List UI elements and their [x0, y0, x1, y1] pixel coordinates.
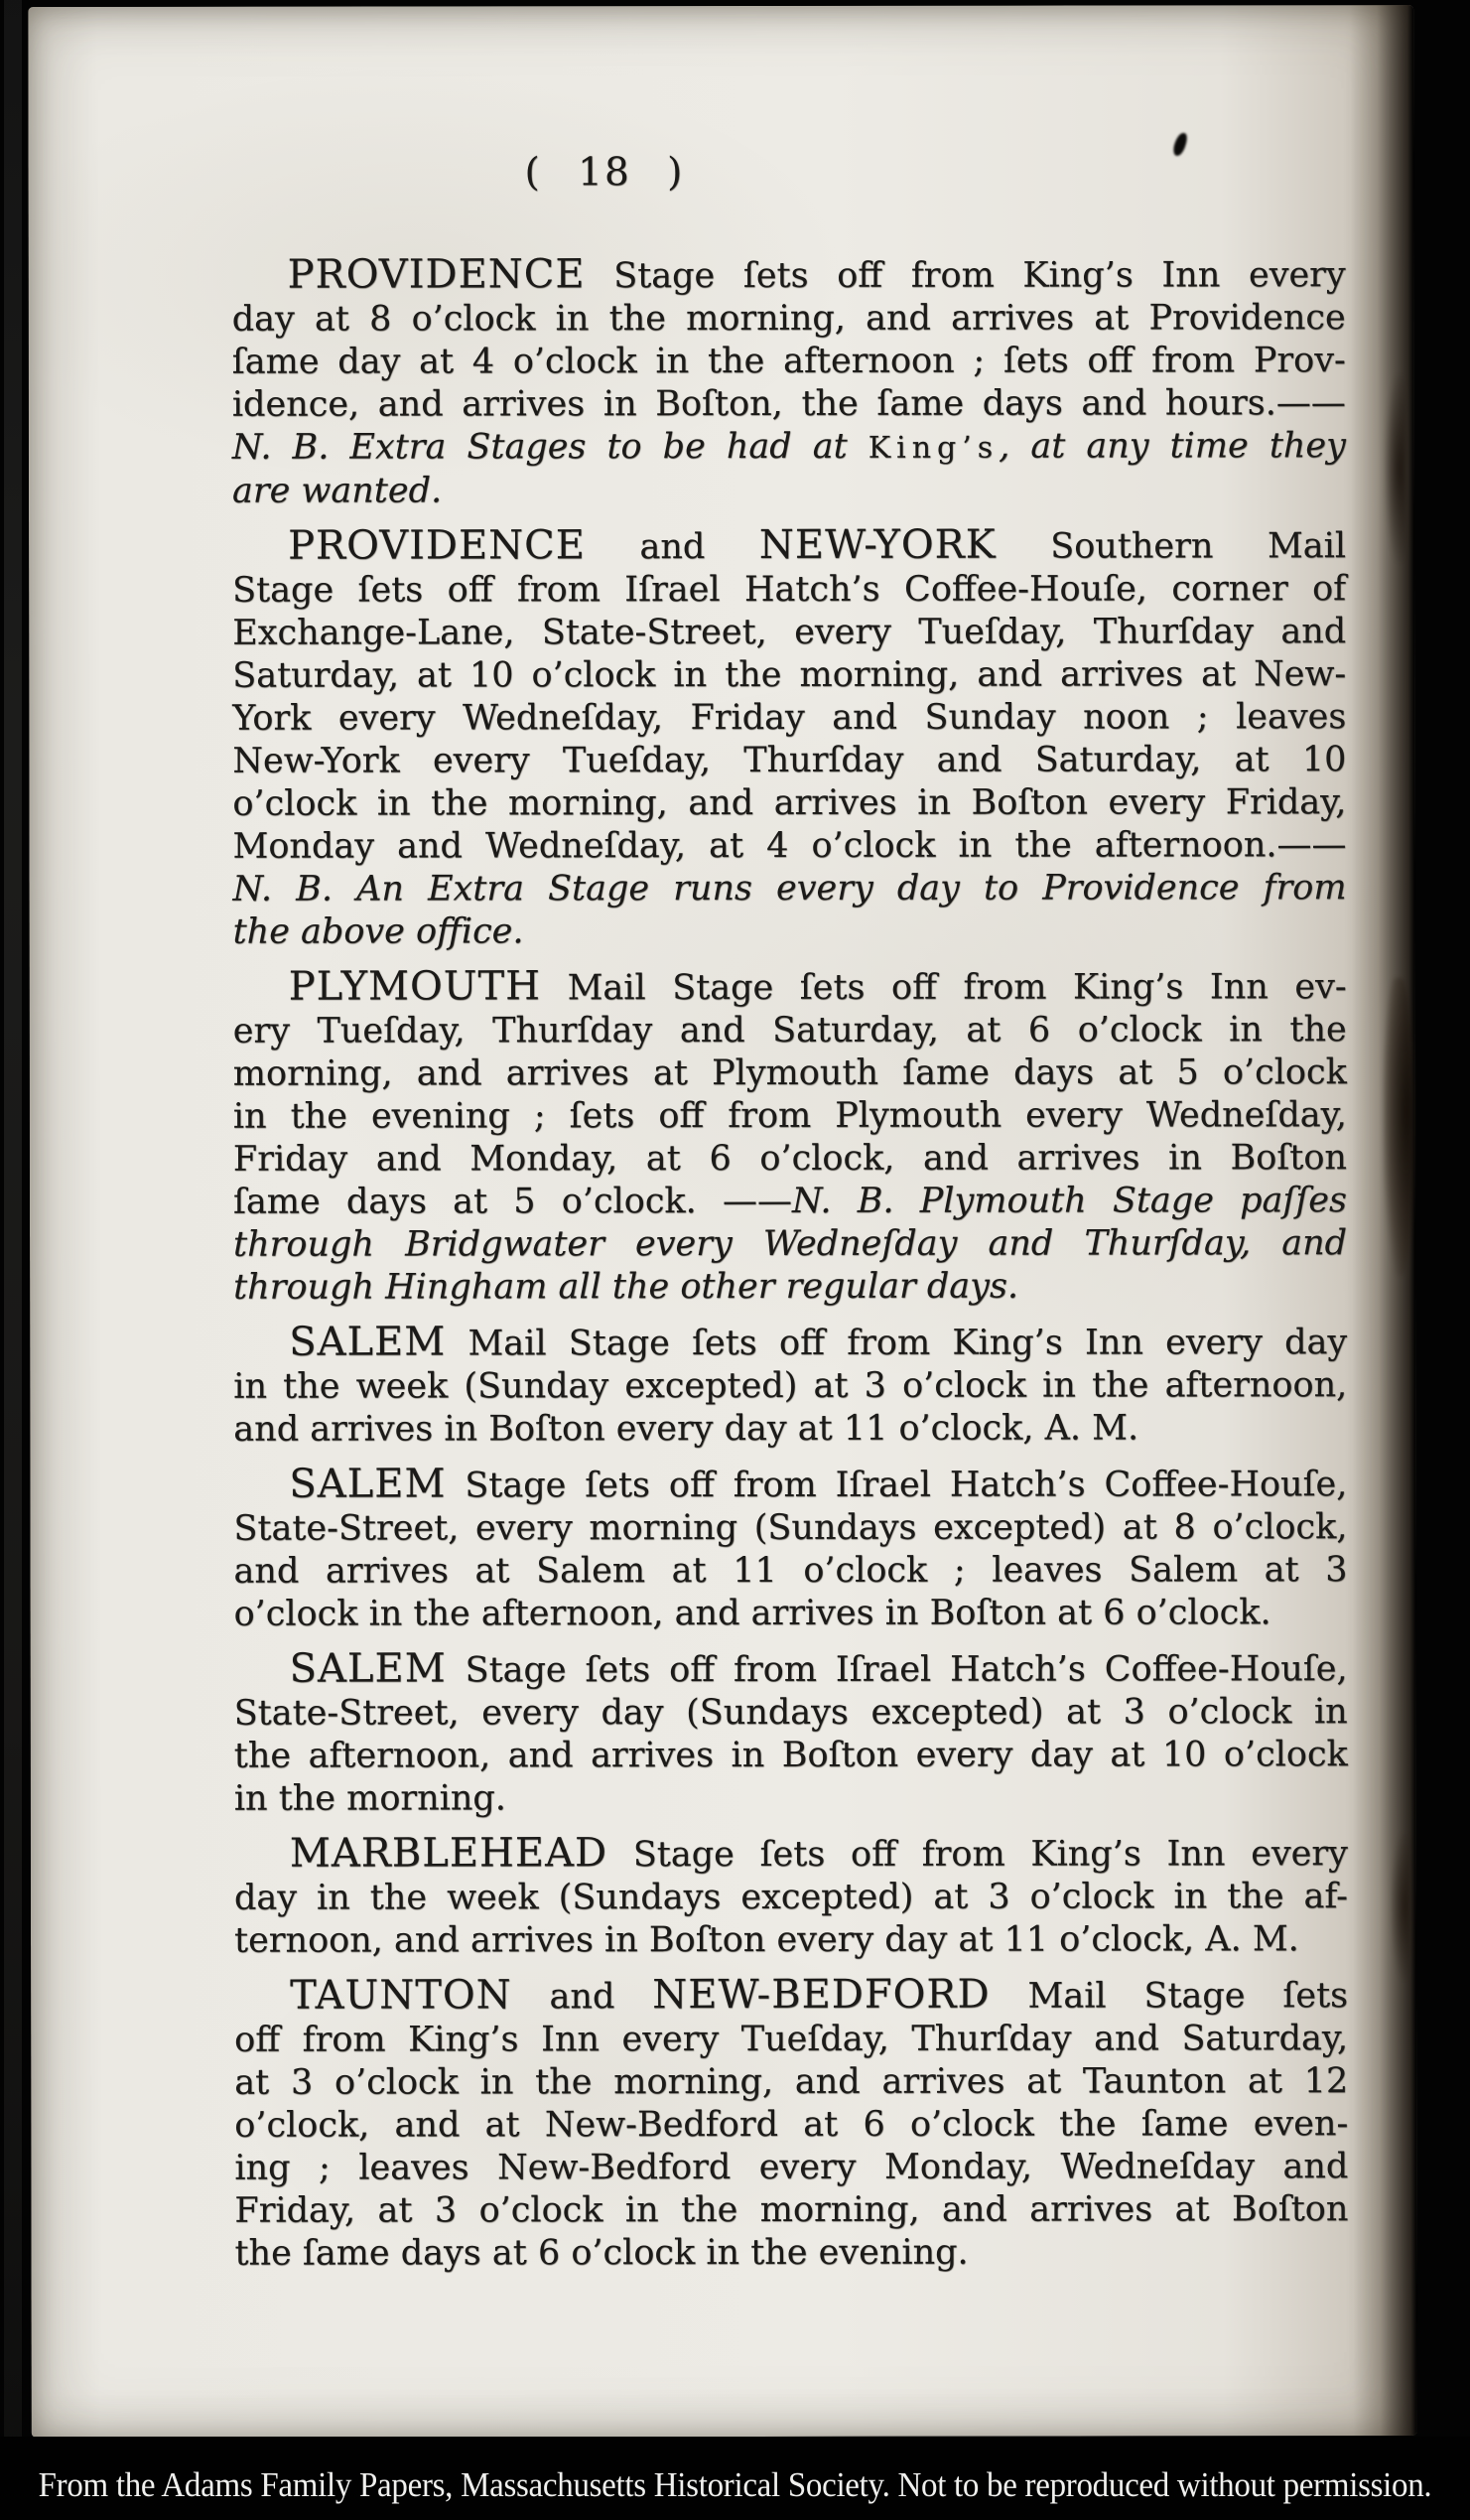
page-content — [231, 150, 1348, 2288]
text-line: State-Street, every morning (Sundays excepted) at 8 o’clock, — [233, 1507, 1348, 1549]
text-line: through Hingham all the other regular days. — [233, 1266, 1019, 1308]
text-line: York every Wedneſday, Friday and Sunday noon ; leaves — [232, 697, 1347, 739]
text-line: o’clock in the afternoon, and arrives in Boſton at 6 o’clock. — [233, 1593, 1271, 1634]
page-text — [232, 252, 1349, 2276]
text-line: at 3 o’clock in the morning, and arrives at Taunton at 12 — [234, 2061, 1349, 2103]
text-line: day in the week (Sundays excepted) at 3 o’clock in the af- — [233, 1877, 1348, 1918]
text-line: day at 8 o’clock in the morning, and arrives at Providence — [231, 298, 1346, 340]
text-line: PLYMOUTH Mail Stage ſets off from King’s Inn ev- — [288, 963, 1347, 1010]
text-line: and arrives at Salem at 11 o’clock ; leaves Salem at 3 — [233, 1550, 1348, 1592]
book-left-edge-shadow — [4, 0, 22, 2438]
text-line: the ſame days at 6 o’clock in the evening. — [234, 2232, 969, 2274]
text-line: TAUNTON and NEW-BEDFORD Mail Stage ſets — [290, 1971, 1349, 2019]
paragraph — [234, 1831, 1348, 1963]
paragraph — [234, 1646, 1348, 1821]
text-line: N. B. Extra Stages to be had at King’s, at any time they — [231, 426, 1346, 468]
text-line: Stage ſets off from Iſrael Hatch’s Coffee-Houſe, corner of — [232, 569, 1347, 611]
ink-blot — [1385, 374, 1406, 563]
text-line: N. B. An Extra Stage runs every day to Providence from — [232, 868, 1347, 910]
paragraph — [233, 1462, 1347, 1636]
text-line: ſame days at 5 o’clock. ——N. B. Plymouth Stage paſſes — [232, 1181, 1347, 1222]
paragraph — [233, 964, 1347, 1310]
text-line: in the evening ; ſets off from Plymouth every Wedneſday, — [232, 1095, 1347, 1137]
text-line: Exchange-Lane, State-Street, every Tueſday, Thurſday and — [232, 612, 1347, 653]
text-line: in the morning. — [233, 1778, 506, 1819]
text-line: SALEM Mail Stage ſets off from King’s Inn every day — [289, 1319, 1348, 1365]
ink-blot — [1384, 978, 1413, 1276]
text-line: off from King’s Inn every Tueſday, Thurſday and Saturday, — [234, 2019, 1349, 2060]
text-line: o’clock in the morning, and arrives in Boſton every Friday, — [232, 782, 1347, 824]
text-line: in the week (Sunday excepted) at 3 o’clock in the afternoon, — [233, 1365, 1348, 1407]
paragraph — [232, 523, 1347, 954]
text-line: Friday and Monday, at 6 o’clock, and arrives in Boſton — [232, 1138, 1347, 1180]
text-line: PROVIDENCE and NEW-YORK Southern Mail — [288, 521, 1347, 569]
text-line: ing ; leaves New-Bedford every Monday, Wedneſday and — [234, 2147, 1349, 2188]
text-line: MARBLEHEAD Stage ſets off from King’s Inn every — [289, 1830, 1348, 1877]
page-number: ( 18 ) — [524, 150, 685, 196]
archive-credit-bar — [0, 2437, 1470, 2520]
text-line: Friday, at 3 o’clock in the morning, and arrives at Boſton — [234, 2189, 1349, 2231]
text-line: through Bridgwater every Wedneſday and Thurſday, and — [233, 1223, 1348, 1265]
document-page — [28, 5, 1416, 2438]
text-line: and arrives in Boſton every day at 11 o’clock, A. M. — [233, 1408, 1139, 1450]
text-line: SALEM Stage ſets off from Iſrael Hatch’s Coffee-Houſe, — [289, 1461, 1348, 1507]
paragraph — [233, 1320, 1347, 1452]
text-line: idence, and arrives in Boſton, the ſame days and hours.—— — [231, 383, 1346, 425]
text-line: New-York every Tueſday, Thurſday and Saturday, at 10 — [232, 740, 1347, 781]
text-line: SALEM Stage ſets off from Iſrael Hatch’s Coffee-Houſe, — [289, 1645, 1348, 1692]
text-line: Monday and Wedneſday, at 4 o’clock in the afternoon.—— — [232, 825, 1347, 867]
text-line: State-Street, every day (Sundays excepted) at 3 o’clock in — [233, 1692, 1348, 1734]
text-line: ſame day at 4 o’clock in the afternoon ; ſets off from Prov- — [231, 341, 1346, 382]
paragraph — [234, 1973, 1348, 2276]
text-line: are wanted. — [231, 471, 443, 511]
archive-credit-text: From the Adams Family Papers, Massachusetts Historical Society. Not to be reproduced without permission. — [38, 2465, 1432, 2504]
ink-blot — [1391, 1832, 1410, 1981]
text-line: o’clock, and at New-Bedford at 6 o’clock the ſame even- — [234, 2104, 1349, 2146]
text-line: ternoon, and arrives in Boſton every day at 11 o’clock, A. M. — [233, 1919, 1299, 1961]
text-line: morning, and arrives at Plymouth ſame days at 5 o’clock — [232, 1052, 1347, 1094]
text-line: the afternoon, and arrives in Boſton every day at 10 o’clock — [233, 1735, 1348, 1776]
text-line: the above office. — [232, 911, 524, 952]
text-line: ery Tueſday, Thurſday and Saturday, at 6 o’clock in the — [232, 1010, 1347, 1051]
paragraph — [232, 252, 1346, 513]
text-line: Saturday, at 10 o’clock in the morning, and arrives at New- — [232, 654, 1347, 696]
text-line: PROVIDENCE Stage ſets off from King’s Inn every — [287, 251, 1346, 298]
